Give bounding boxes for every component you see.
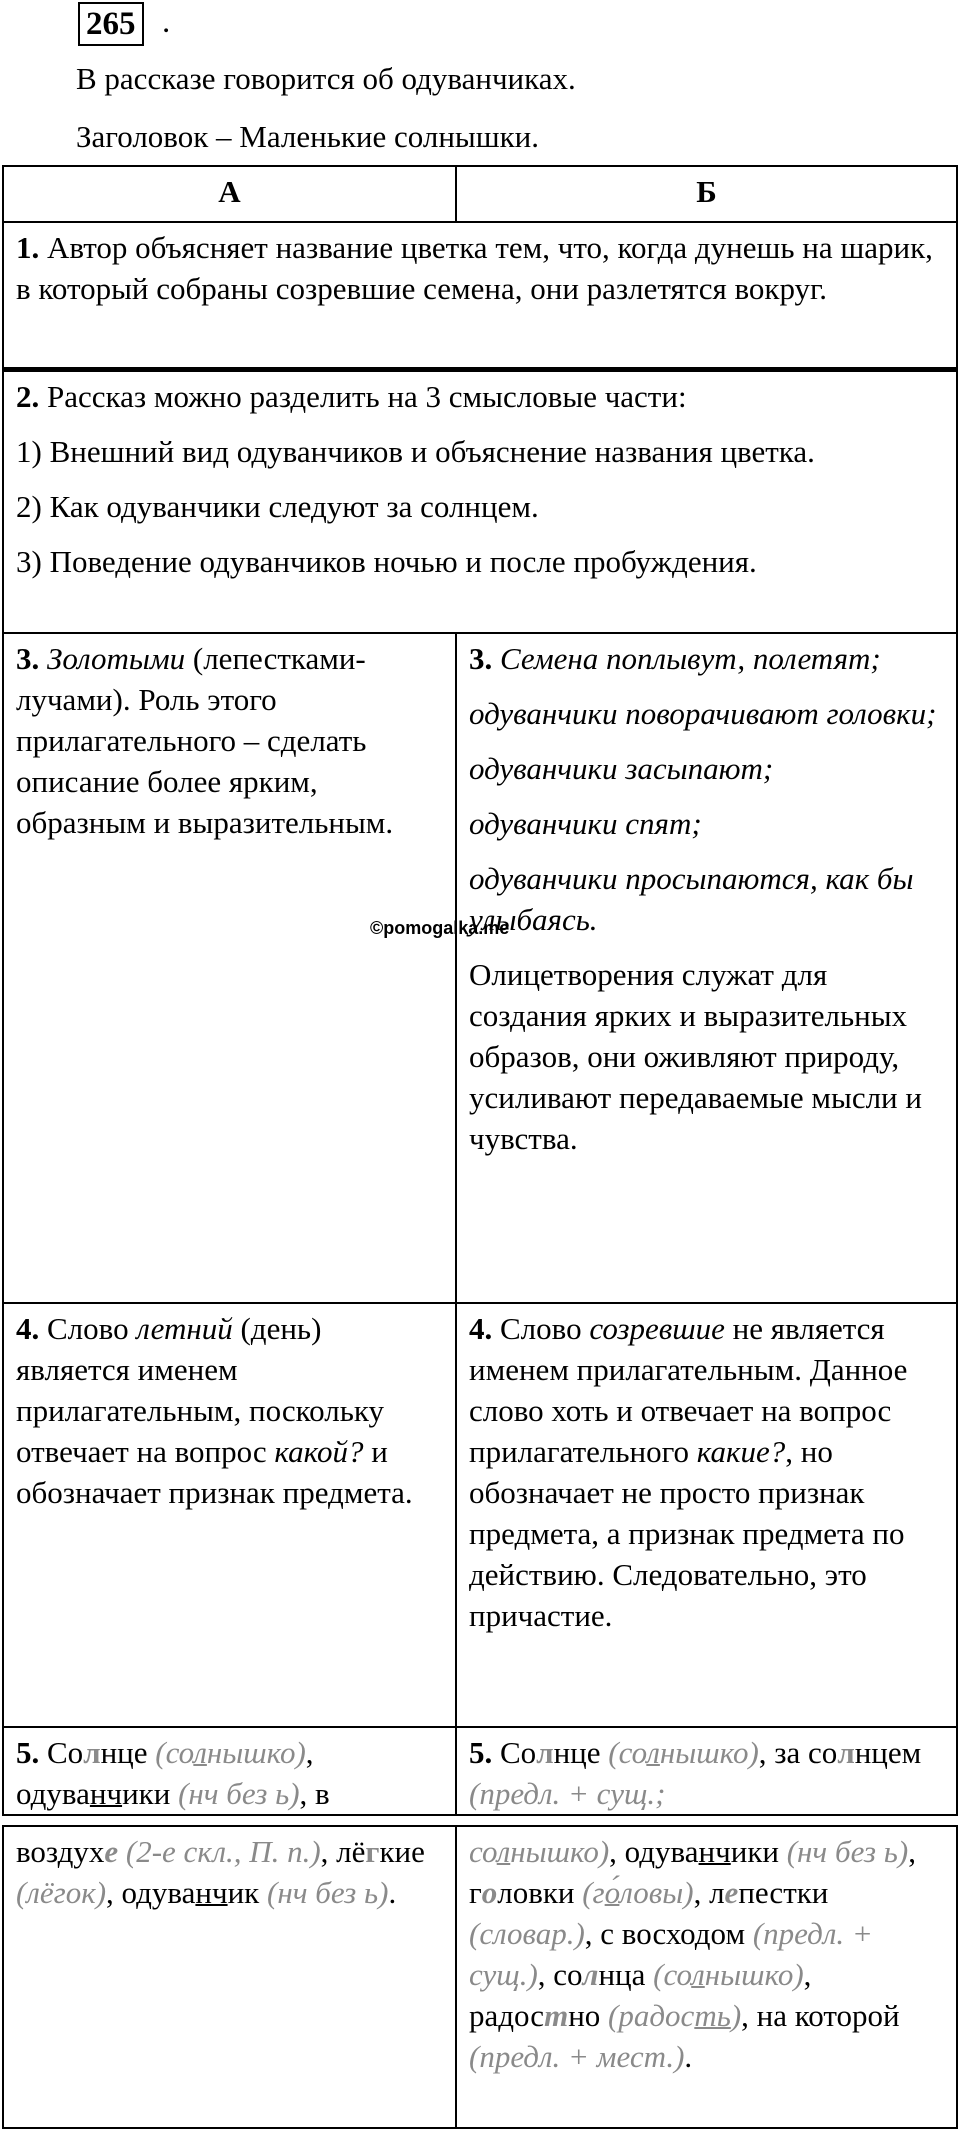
exercise-number-dot: . [162,4,171,40]
row4a-text-3: и обозначает признак предмета. [16,1434,413,1510]
row3b-number: 3. [469,641,493,676]
row4-cell-a [3,1303,456,1727]
row4a-word: летний [136,1311,233,1346]
table-row-5-continued [3,1826,957,2128]
row2-number: 2. [16,379,40,414]
row1-number: 1. [16,230,40,265]
header-b: Б [456,166,957,222]
row3b-phrase-1-text: Семена поплывут, полетят; [492,641,881,676]
table-row-4 [3,1303,957,1727]
row2-part-1: 1) Внешний вид одуванчиков и объяснение названия цветка. [16,434,815,469]
answer-table [2,165,958,1816]
row4a-text-2: (день) является именем прилагательным, поскольку отвечает на вопрос [16,1311,384,1469]
table-row-3 [3,633,957,1303]
row2-intro-text: Рассказ можно разделить на 3 смысловые части: [39,379,687,414]
row3-cell-a [3,633,456,1303]
row4a-text-1: Слово [39,1311,137,1346]
row3b-phrase-5: одуванчики просыпаются, как бы улыбаясь. [469,861,914,937]
row4b-text-1: Слово [492,1311,590,1346]
row4-cell-b [456,1303,957,1727]
row2-part-3: 3) Поведение одуванчиков ночью и после пробуждения. [16,544,757,579]
row4b-number: 4. [469,1311,493,1346]
intro-title: Заголовок – Маленькие солнышки. [76,119,540,154]
table-row-5 [3,1727,957,1815]
row4a-number: 4. [16,1311,40,1346]
row3a-text: (лепестками-лучами). Роль этого прилагательного – сделать описание более ярким, образным и выразительным. [16,641,394,840]
row3b-conclusion: Олицетворения служат для создания ярких и выразительных образов, они оживляют природу, усиливают передаваемые мысли и чувства. [469,957,922,1156]
row3-cell-b [456,633,957,1303]
row3b-phrase-2: одуванчики поворачивают головки; [469,696,937,731]
intro-topic: В рассказе говорится об одуванчиках. [76,61,576,96]
row3b-phrase-4: одуванчики спят; [469,806,702,841]
row1-cell [3,222,957,370]
row4b-word: созревшие [589,1311,725,1346]
row2-intro [16,376,944,417]
row5-cell-b: 5. Солнце (солнышко), за солнцем (предл. + сущ.; [456,1727,957,1815]
row4b-question: какие? [696,1434,786,1469]
row2-cell [3,370,957,634]
row3a-word: Золотыми [47,641,186,676]
row3b-phrase-1 [469,638,944,679]
exercise-number: 265 [78,2,144,46]
answer-table-continued [2,1825,958,2129]
row3b-phrase-3: одуванчики засыпают; [469,751,774,786]
row1-text: Автор объясняет название цветка тем, что, когда дунешь на шарик, в который собраны созревшие семена, они разлетятся вокруг. [16,230,933,306]
row2-part-2: 2) Как одуванчики следуют за солнцем. [16,489,539,524]
table-header-row [3,166,957,222]
row5-cont-cell-b: солнышко), одуванчики (нч без ь), головки (го́ловы), лепестки (словар.), с восходом (предл. + сущ.), солнца (солнышко), радостно (радость), на которой (предл. + мест.). [456,1826,957,2128]
row3a-number: 3. [16,641,40,676]
watermark: ©pomogalka.me [370,918,510,938]
table-row-1 [3,222,957,370]
row5-cont-cell-a: воздухе (2-е скл., П. п.), лёгкие (лёгок), одуванчик (нч без ь). [3,1826,456,2128]
row4b-text-2: не является именем прилагательным. Данное слово хоть и отвечает на вопрос прилагательного [469,1311,908,1469]
row4b-text-3: , но обозначает не просто признак предмета, а признак предмета по действию. Следовательно, это причастие. [469,1434,905,1633]
row4a-question: какой? [274,1434,364,1469]
header-a: А [3,166,456,222]
row5-cell-a: 5. Солнце (солнышко), одуванчики (нч без ь), в [3,1727,456,1815]
table-row-2 [3,370,957,634]
